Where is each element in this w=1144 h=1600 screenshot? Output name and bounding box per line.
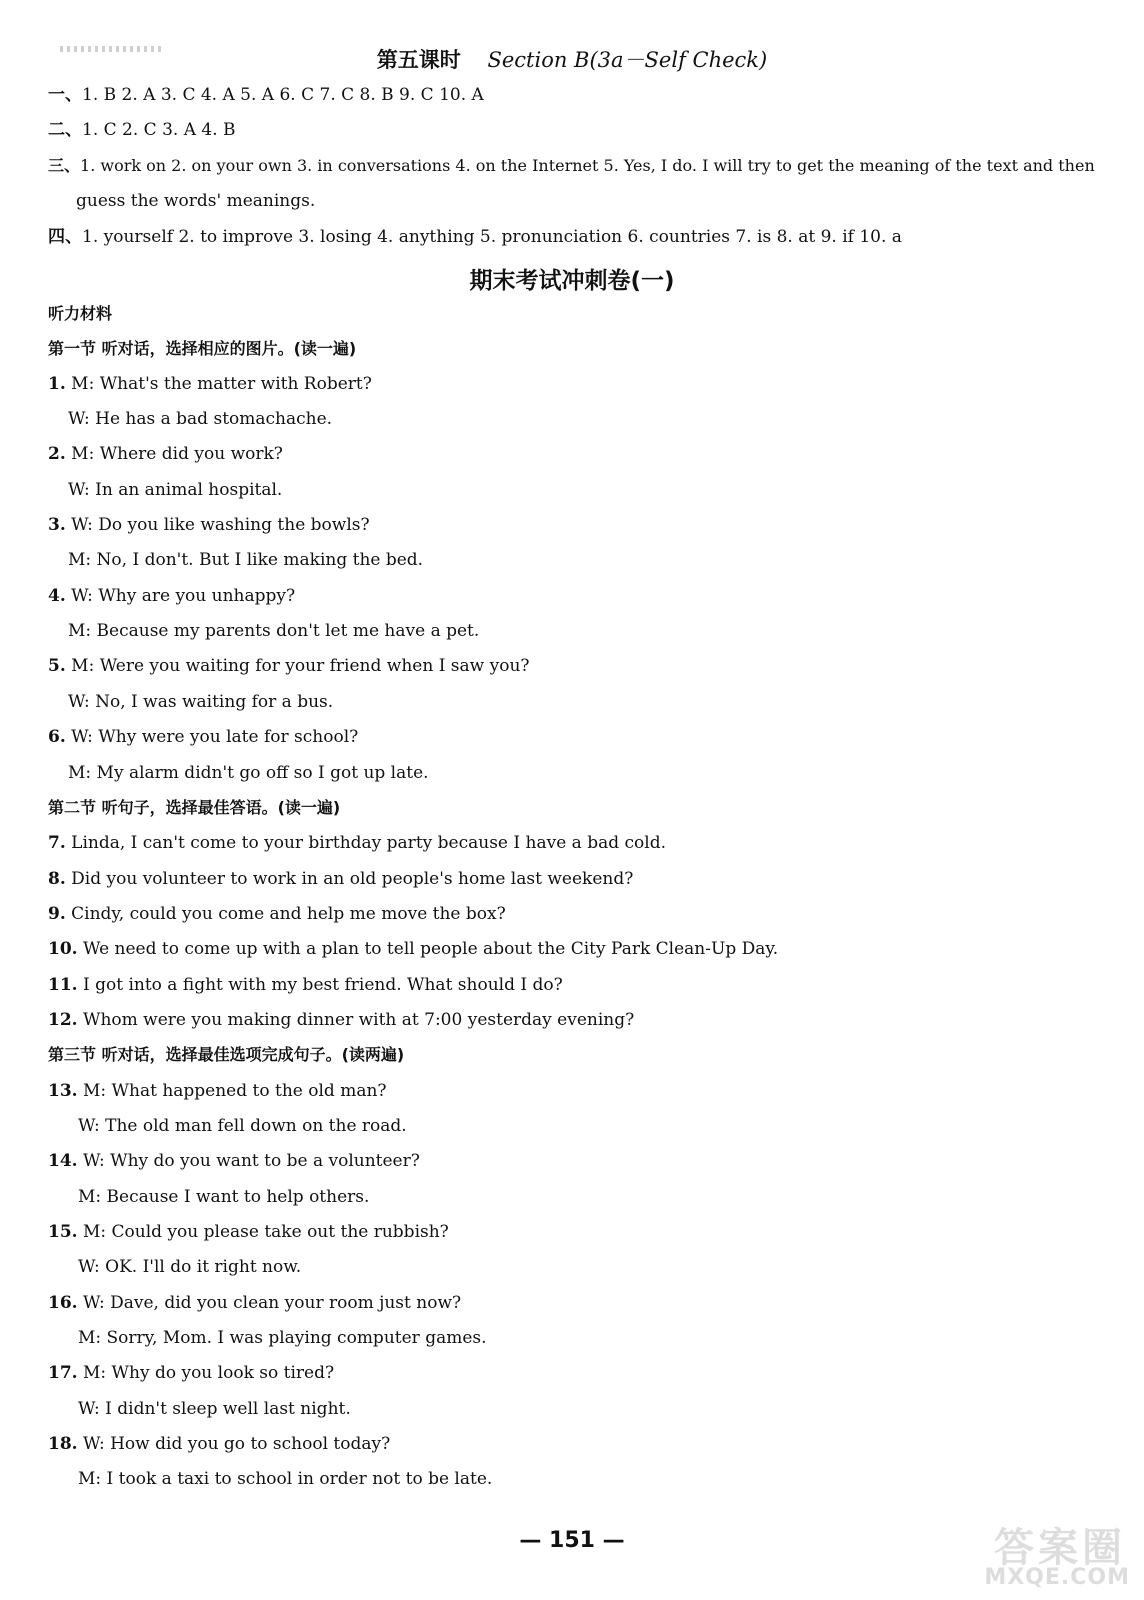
sentence-line: 11. I got into a fight with my best friend. What should I do? (48, 975, 563, 995)
dialog-line: M: Because I want to help others. (78, 1187, 370, 1207)
section-heading: 第三节 听对话，选择最佳选项完成句子。(读两遍) (48, 1045, 405, 1064)
dialog-line: 17. M: Why do you look so tired? (48, 1363, 335, 1383)
dialog-line: M: No, I don't. But I like making the bed. (68, 550, 424, 570)
sentence-line: 7. Linda, I can't come to your birthday party because I have a bad cold. (48, 833, 666, 853)
dialog-line: 16. W: Dave, did you clean your room just now? (48, 1293, 462, 1313)
dialog-line: W: In an animal hospital. (68, 480, 283, 500)
answer-line: 一、1. B 2. A 3. C 4. A 5. A 6. C 7. C 8. B 9. C 10. A (48, 85, 484, 105)
sentence-line: 9. Cindy, could you come and help me move the box? (48, 904, 506, 924)
lesson-label: 第五课时 (376, 47, 461, 72)
answer-line: 四、1. yourself 2. to improve 3. losing 4. anything 5. pronunciation 6. countries 7. is 8. at 9. if 10. a (48, 227, 902, 247)
dialog-line: 1. M: What's the matter with Robert? (48, 374, 372, 394)
dialog-line: 13. M: What happened to the old man? (48, 1081, 387, 1101)
page-number: — 151 — (519, 1528, 625, 1553)
section-heading: 第二节 听句子，选择最佳答语。(读一遍) (48, 798, 341, 817)
dialog-line: 6. W: Why were you late for school? (48, 727, 359, 747)
dialog-line: 2. M: Where did you work? (48, 444, 283, 464)
dialog-line: 5. M: Were you waiting for your friend when I saw you? (48, 656, 530, 676)
dialog-line: W: The old man fell down on the road. (78, 1116, 407, 1136)
dialog-line: 4. W: Why are you unhappy? (48, 586, 296, 606)
dialog-line: M: My alarm didn't go off so I got up late. (68, 763, 429, 783)
sentence-line: 10. We need to come up with a plan to tell people about the City Park Clean-Up Day. (48, 939, 779, 959)
dialog-line: 18. W: How did you go to school today? (48, 1434, 391, 1454)
lesson-header (0, 44, 1144, 74)
dialog-line: 15. M: Could you please take out the rubbish? (48, 1222, 449, 1242)
dialog-line: 3. W: Do you like washing the bowls? (48, 515, 370, 535)
answer-line: 二、1. C 2. C 3. A 4. B (48, 120, 236, 140)
dialog-line: M: I took a taxi to school in order not to be late. (78, 1469, 493, 1489)
answer-line: guess the words' meanings. (76, 191, 316, 211)
answer-line: 三、1. work on 2. on your own 3. in conversations 4. on the Internet 5. Yes, I do. I will try to get the meaning of the text and then (48, 156, 1095, 175)
section-heading: 第一节 听对话，选择相应的图片。(读一遍) (48, 339, 357, 358)
section-label: Section B(3a－Self Check) (487, 48, 768, 72)
sentence-line: 8. Did you volunteer to work in an old people's home last weekend? (48, 869, 634, 889)
dialog-line: W: No, I was waiting for a bus. (68, 692, 334, 712)
dialog-line: W: I didn't sleep well last night. (78, 1399, 351, 1419)
listening-label: 听力材料 (48, 304, 113, 323)
dialog-line: M: Sorry, Mom. I was playing computer games. (78, 1328, 487, 1348)
dialog-line: W: He has a bad stomachache. (68, 409, 333, 429)
watermark-logo: 答案圈 MXQE.COM (984, 1525, 1130, 1590)
dialog-line: M: Because my parents don't let me have a pet. (68, 621, 480, 641)
dialog-line: 14. W: Why do you want to be a volunteer? (48, 1151, 420, 1171)
sentence-line: 12. Whom were you making dinner with at 7:00 yesterday evening? (48, 1010, 635, 1030)
exam-title: 期末考试冲刺卷(一) (469, 268, 675, 294)
dialog-line: W: OK. I'll do it right now. (78, 1257, 302, 1277)
